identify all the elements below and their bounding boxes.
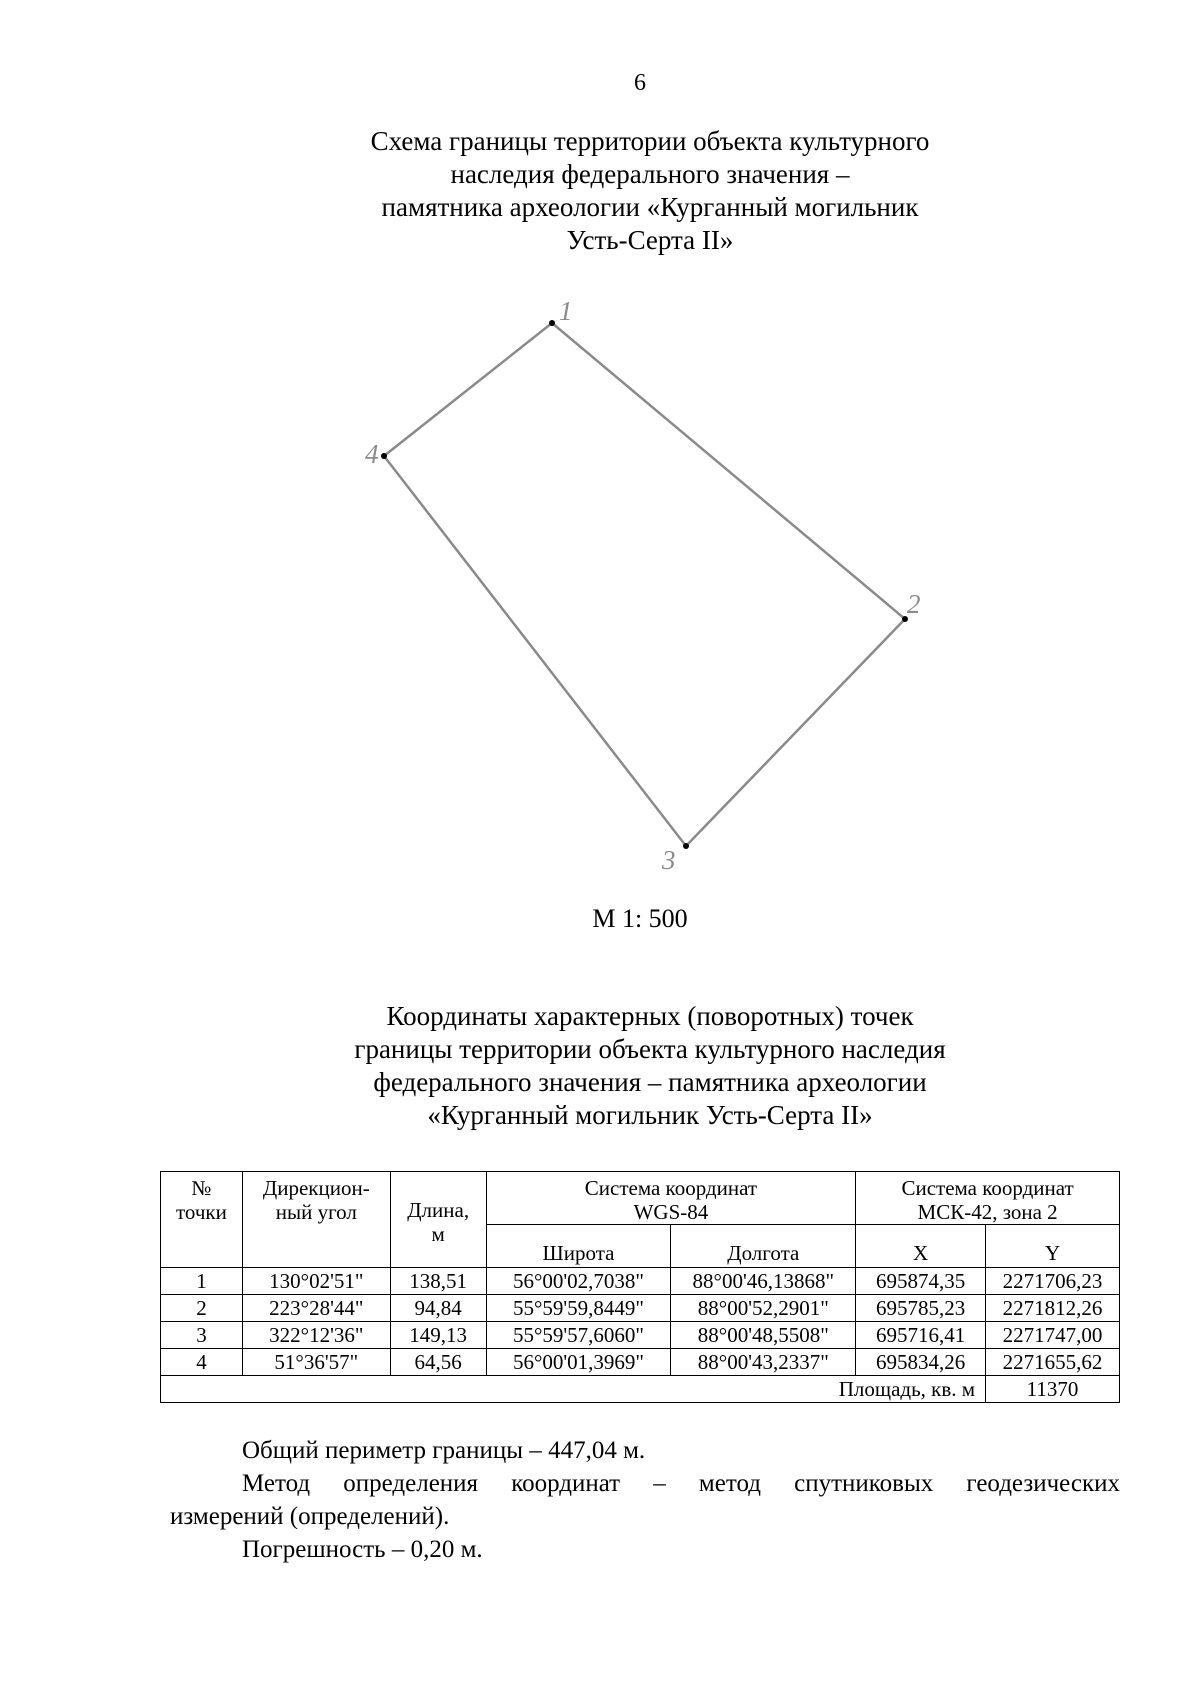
boundary-vertex-1 — [549, 320, 555, 326]
header-point-no: № точки — [161, 1172, 243, 1268]
table-row — [161, 1268, 1120, 1295]
accuracy-note: Погрешность – 0,20 м. — [242, 1536, 483, 1563]
cell-longitude: 88°00'48,5508" — [671, 1322, 856, 1349]
cell-latitude: 55°59'57,6060" — [486, 1322, 671, 1349]
cell-angle: 130°02'51" — [242, 1268, 390, 1295]
coordinates-table — [160, 1171, 1120, 1403]
cell-latitude: 55°59'59,8449" — [486, 1295, 671, 1322]
point-label-3: 3 — [662, 845, 676, 875]
notes — [170, 1434, 1120, 1566]
cell-point-no: 1 — [161, 1268, 243, 1295]
scheme-title-line: Усть-Серта II» — [566, 225, 734, 255]
scheme-title-line: наследия федерального значения – — [450, 159, 850, 189]
perimeter-note: Общий периметр границы – 447,04 м. — [242, 1437, 646, 1464]
cell-x: 695785,23 — [856, 1295, 986, 1322]
cell-x: 695874,35 — [856, 1268, 986, 1295]
scheme-title-line: Схема границы территории объекта культурного — [370, 126, 930, 156]
cell-latitude: 56°00'02,7038" — [486, 1268, 671, 1295]
cell-length: 94,84 — [390, 1295, 486, 1322]
cell-length: 138,51 — [390, 1268, 486, 1295]
header-longitude: Долгота — [671, 1225, 856, 1268]
table-row — [161, 1322, 1120, 1349]
scale-label: М 1: 500 — [592, 904, 688, 933]
table-row — [161, 1295, 1120, 1322]
area-row — [161, 1376, 1120, 1403]
cell-y: 2271706,23 — [986, 1268, 1120, 1295]
point-label-4: 4 — [365, 439, 379, 469]
method-note-line1: Метод определения координат – метод спутниковых геодезических — [242, 1470, 1120, 1497]
cell-latitude: 56°00'01,3969" — [486, 1349, 671, 1376]
boundary-polygon — [384, 323, 905, 846]
header-msk42: Система координат МСК-42, зона 2 — [856, 1172, 1120, 1225]
cell-x: 695716,41 — [856, 1322, 986, 1349]
cell-y: 2271655,62 — [986, 1349, 1120, 1376]
cell-point-no: 4 — [161, 1349, 243, 1376]
cell-longitude: 88°00'52,2901" — [671, 1295, 856, 1322]
area-value: 11370 — [986, 1376, 1120, 1403]
header-x: X — [856, 1225, 986, 1268]
cell-x: 695834,26 — [856, 1349, 986, 1376]
boundary-vertex-3 — [683, 843, 689, 849]
cell-y: 2271747,00 — [986, 1322, 1120, 1349]
cell-longitude: 88°00'43,2337" — [671, 1349, 856, 1376]
area-label: Площадь, кв. м — [161, 1376, 986, 1403]
header-latitude: Широта — [486, 1225, 671, 1268]
boundary-vertex-4 — [381, 453, 387, 459]
table-row — [161, 1349, 1120, 1376]
cell-longitude: 88°00'46,13868" — [671, 1268, 856, 1295]
cell-angle: 223°28'44" — [242, 1295, 390, 1322]
coordinates-title-line: границы территории объекта культурного наследия — [354, 1034, 946, 1064]
cell-point-no: 2 — [161, 1295, 243, 1322]
cell-y: 2271812,26 — [986, 1295, 1120, 1322]
header-wgs84: Система координат WGS-84 — [486, 1172, 856, 1225]
header-direction-angle: Дирекцион- ный угол — [242, 1172, 390, 1268]
cell-length: 149,13 — [390, 1322, 486, 1349]
cell-length: 64,56 — [390, 1349, 486, 1376]
cell-angle: 322°12'36" — [242, 1322, 390, 1349]
coordinates-title — [300, 1000, 1000, 1132]
header-y: Y — [986, 1225, 1120, 1268]
cell-point-no: 3 — [161, 1322, 243, 1349]
header-length: Длина, м — [390, 1172, 486, 1268]
coordinates-title-line: «Курганный могильник Усть-Серта II» — [427, 1100, 873, 1130]
point-label-1: 1 — [559, 296, 573, 326]
cell-angle: 51°36'57" — [242, 1349, 390, 1376]
page-number: 6 — [634, 70, 646, 96]
coordinates-title-line: Координаты характерных (поворотных) точек — [386, 1001, 914, 1031]
point-label-2: 2 — [907, 589, 921, 619]
method-note-line2: измерений (определений). — [170, 1503, 450, 1530]
scheme-title-line: памятника археологии «Курганный могильник — [381, 192, 919, 222]
coordinates-title-line: федерального значения – памятника археологии — [373, 1067, 927, 1097]
